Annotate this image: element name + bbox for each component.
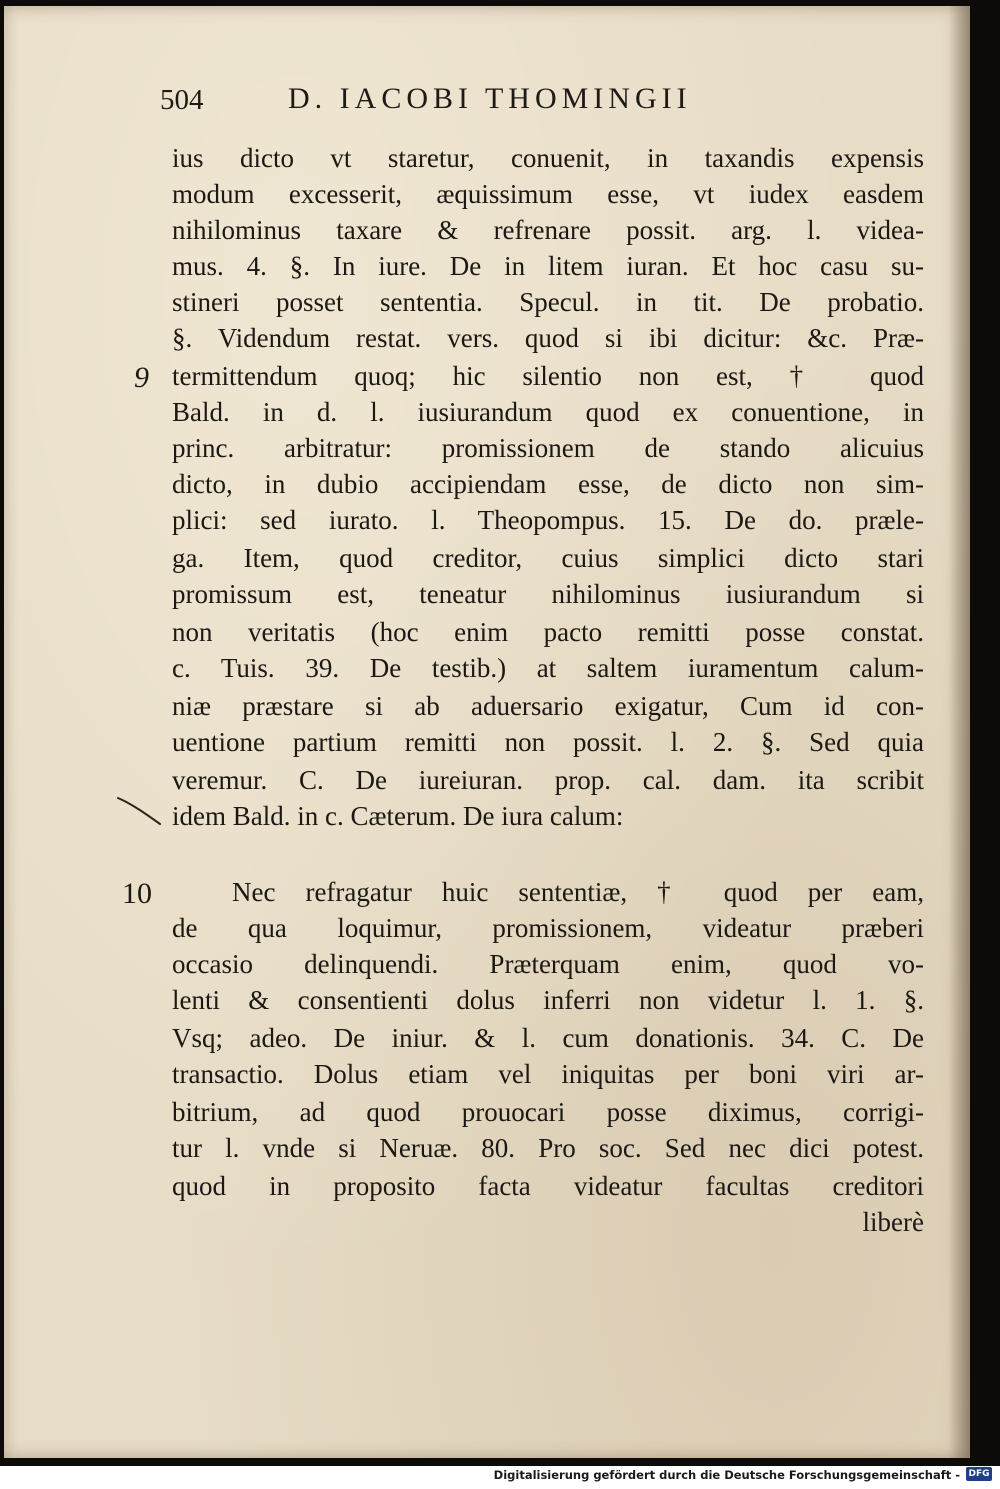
text-line: uentione partium remitti non possit. l. 2. §. Sed quia [172,727,924,757]
text-line: nihilominus taxare & refrenare possit. arg. l. videa- [172,215,924,245]
text-line: bitrium, ad quod prouocari posse diximus, corrigi- [172,1097,924,1127]
text-line: modum excesserit, æquissimum esse, vt iudex easdem [172,179,924,209]
dfg-logo: DFG [966,1467,992,1481]
text-line: c. Tuis. 39. De testib.) at saltem iuramentum calum- [172,653,924,683]
gutter-shadow [948,6,970,1458]
text-line: Bald. in d. l. iusiurandum quod ex conuentione, in [172,397,924,427]
page-number: 504 [160,84,204,116]
text-line: §. Videndum restat. vers. quod si ibi dicitur: &c. Præ- [172,323,924,353]
text-line: plici: sed iurato. l. Theopompus. 15. De do. præle- [172,505,924,535]
text-line: de qua loquimur, promissionem, videatur præberi [172,913,924,943]
text-line: stineri posset sententia. Specul. in tit. De probatio. [172,287,924,317]
text-line: Nec refragatur huic sententiæ, † quod per eam, [232,877,924,907]
page-title: D. IACOBI THOMINGII [288,82,692,115]
text-line: veremur. C. De iureiuran. prop. cal. dam. ita scribit [172,765,924,795]
text-line: niæ præstare si ab aduersario exigatur, Cum id con- [172,691,924,721]
text-line: mus. 4. §. In iure. De in litem iuran. Et hoc casu su- [172,251,924,281]
margin-note-9: 9 [134,361,149,394]
running-head [160,82,960,130]
text-line: lenti & consentienti dolus inferri non videtur l. 1. §. [172,985,924,1015]
pen-stroke-mark [116,790,164,830]
text-line: promissum est, teneatur nihilominus iusiurandum si [172,579,924,609]
text-line: Vsq; adeo. De iniur. & l. cum donationis. 34. C. De [172,1023,924,1053]
catchword: liberè [862,1207,924,1237]
text-line: ius dicto vt staretur, conuenit, in taxandis expensis [172,143,924,173]
text-line: idem Bald. in c. Cæterum. De iura calum: [172,801,624,831]
text-line: ga. Item, quod creditor, cuius simplici dicto stari [172,543,924,573]
text-line: princ. arbitratur: promissionem de stando alicuius [172,433,924,463]
margin-note-10: 10 [122,877,152,910]
text-line: tur l. vnde si Neruæ. 80. Pro soc. Sed nec dici potest. [172,1133,924,1163]
text-line: transactio. Dolus etiam vel iniquitas per boni viri ar- [172,1059,924,1089]
text-line: quod in proposito facta videatur facultas creditori [172,1171,924,1201]
text-line: non veritatis (hoc enim pacto remitti posse constat. [172,617,924,647]
text-line: termittendum quoq; hic silentio non est, † quod [172,361,924,391]
text-line: occasio delinquendi. Præterquam enim, quod vo- [172,949,924,979]
text-line: dicto, in dubio accipiendam esse, de dicto non sim- [172,469,924,499]
digitization-credit: Digitalisierung gefördert durch die Deutsche Forschungsgemeinschaft - [493,1468,960,1482]
